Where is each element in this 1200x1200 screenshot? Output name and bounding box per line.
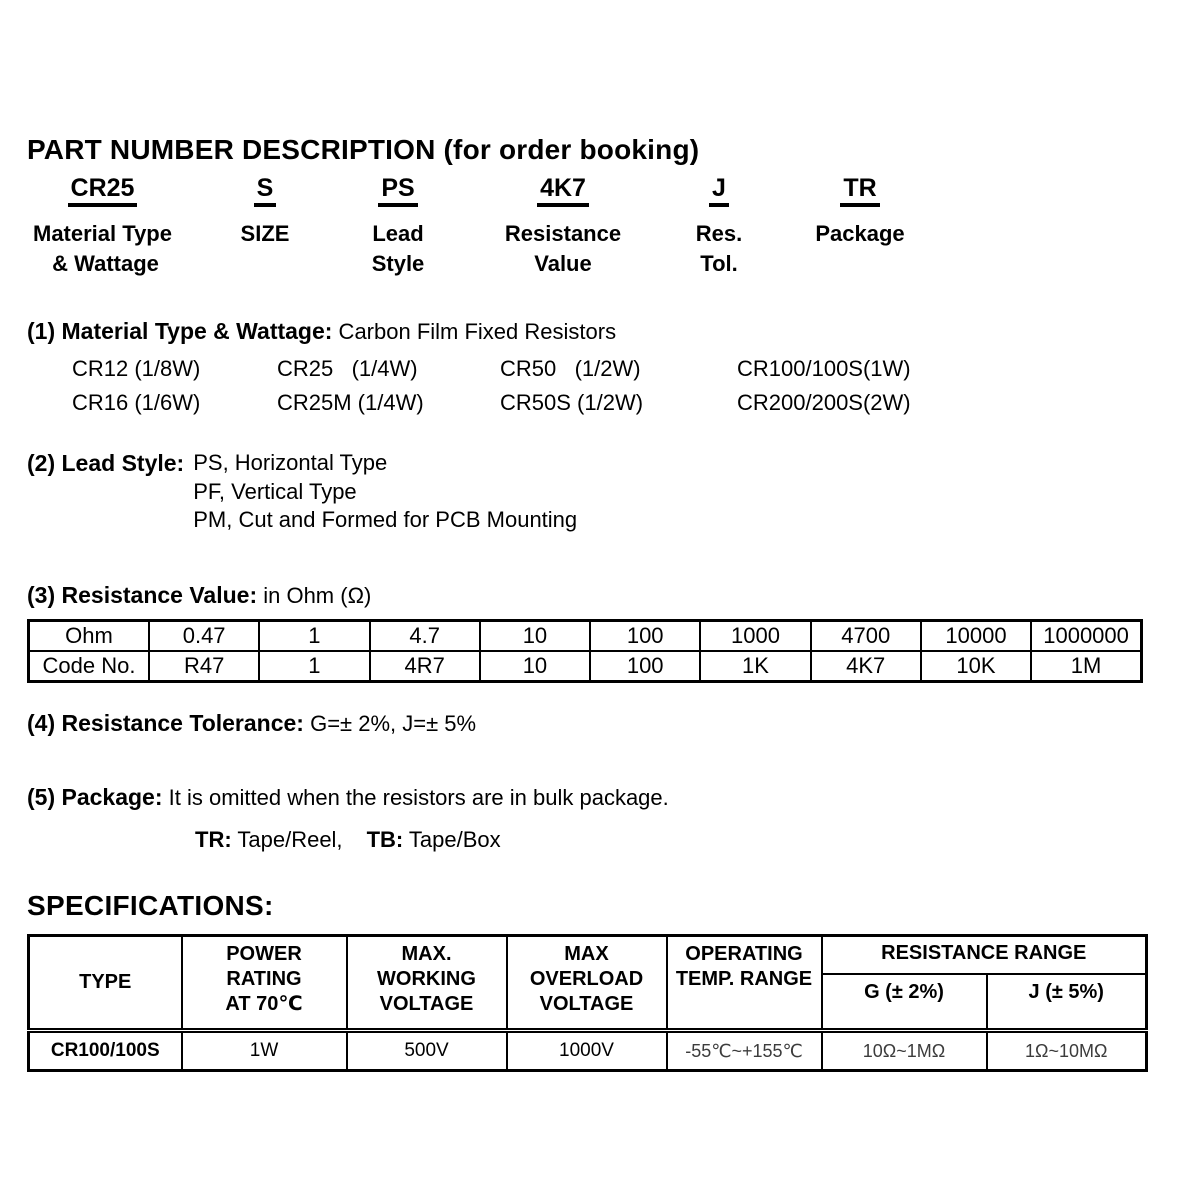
section-material-type	[27, 317, 911, 420]
section-resistance-heading-line	[27, 581, 1143, 610]
material-item: CR25 (1/4W)	[277, 356, 418, 381]
section-package-heading: (5) Package:	[27, 784, 163, 810]
pn-col-lead	[349, 175, 447, 207]
pn-code-resistance: 4K7	[537, 175, 589, 207]
section-material-heading: (1) Material Type & Wattage:	[27, 318, 333, 344]
section-lead-style	[27, 449, 577, 535]
section-resistance-subtitle: in Ohm (Ω)	[257, 583, 372, 608]
lead-style-option: PS, Horizontal Type	[193, 450, 388, 475]
spec-header-max-overload: MAX OVERLOAD VOLTAGE	[507, 936, 667, 1031]
lead-style-option: PM, Cut and Formed for PCB Mounting	[193, 507, 578, 532]
pn-label-material: Material Type & Wattage	[33, 221, 172, 276]
spec-max-overload-value: 1000V	[507, 1031, 667, 1071]
part-number-code-row	[24, 175, 964, 207]
spec-g-range-value: 10Ω~1MΩ	[822, 1031, 987, 1071]
code-value: 100	[590, 651, 700, 682]
package-note: It is omitted when the resistors are in bulk package.	[162, 785, 669, 810]
material-item: CR12 (1/8W)	[72, 356, 201, 381]
ohm-row	[29, 621, 1142, 652]
pn-label-size: SIZE	[240, 221, 290, 246]
code-value: 1M	[1031, 651, 1141, 682]
section-resistance-tolerance	[27, 709, 476, 738]
pn-col-size	[181, 175, 349, 207]
spec-j-range-value: 1Ω~10MΩ	[987, 1031, 1147, 1071]
pn-col-package	[759, 175, 961, 207]
ohm-value: 1000000	[1031, 621, 1141, 652]
section-resistance-heading: (3) Resistance Value:	[27, 582, 258, 608]
package-tb-value: Tape/Box	[403, 827, 501, 852]
section-package-heading-line	[27, 783, 669, 812]
ohm-value: 4700	[811, 621, 921, 652]
lead-style-option: PF, Vertical Type	[193, 478, 357, 504]
pn-col-material	[24, 175, 181, 207]
lead-style-options	[193, 449, 577, 535]
pn-label-tolerance: Res. Tol.	[695, 221, 743, 276]
pn-col-resistance	[447, 175, 679, 207]
pn-code-tolerance: J	[709, 175, 729, 207]
ohm-row-header: Ohm	[29, 621, 150, 652]
spec-header-max-working: MAX. WORKING VOLTAGE	[347, 936, 507, 1031]
specifications-title: SPECIFICATIONS:	[27, 890, 274, 921]
material-item: CR25M (1/4W)	[277, 390, 424, 415]
spec-header-resistance-range: RESISTANCE RANGE	[822, 936, 1147, 975]
material-item: CR200/200S(2W)	[737, 390, 911, 415]
spec-type-value: CR100/100S	[29, 1031, 182, 1071]
package-tr-value: Tape/Reel,	[231, 827, 343, 852]
pn-label-resistance: Resistance Value	[504, 221, 622, 276]
package-options-line	[27, 826, 669, 854]
ohm-value: 1	[259, 621, 369, 652]
material-item: CR16 (1/6W)	[72, 390, 201, 415]
material-item: CR50 (1/2W)	[500, 356, 641, 381]
spec-header-j-tolerance: J (± 5%)	[987, 974, 1147, 1031]
pn-code-lead: PS	[378, 175, 417, 207]
spec-max-working-value: 500V	[347, 1031, 507, 1071]
spec-header-power: POWER RATING AT 70℃	[182, 936, 347, 1031]
code-value: 4R7	[370, 651, 480, 682]
package-tb-label: TB:	[366, 827, 404, 852]
code-value: 10	[480, 651, 590, 682]
ohm-value: 4.7	[370, 621, 480, 652]
spec-header-operating-temp: OPERATING TEMP. RANGE	[667, 936, 822, 1031]
pn-col-tolerance	[679, 175, 759, 207]
pn-label-lead: Lead Style	[371, 221, 425, 276]
ohm-value: 10000	[921, 621, 1031, 652]
specifications-table	[27, 934, 1148, 1072]
code-value: 1K	[700, 651, 810, 682]
spec-header-g-tolerance: G (± 2%)	[822, 974, 987, 1031]
section-material-heading-line	[27, 317, 911, 346]
spec-power-value: 1W	[182, 1031, 347, 1071]
section-resistance-value	[27, 581, 1143, 683]
section-package	[27, 783, 669, 854]
material-item: CR50S (1/2W)	[500, 390, 644, 415]
spec-operating-temp-value: -55℃~+155℃	[667, 1031, 822, 1071]
code-value: 10K	[921, 651, 1031, 682]
section-lead-heading: (2) Lead Style:	[27, 450, 185, 476]
package-tr-label: TR:	[195, 827, 232, 852]
pn-code-size: S	[254, 175, 277, 207]
pn-code-package: TR	[840, 175, 879, 207]
code-value: 1	[259, 651, 369, 682]
resistance-code-table	[27, 619, 1143, 683]
ohm-value: 0.47	[149, 621, 259, 652]
tolerance-value: G=± 2%, J=± 5%	[303, 711, 477, 736]
code-value: 4K7	[811, 651, 921, 682]
spec-header-row-1	[29, 936, 1147, 975]
ohm-value: 1000	[700, 621, 810, 652]
pn-code-material: CR25	[68, 175, 138, 207]
code-row	[29, 651, 1142, 682]
part-number-label-row	[24, 219, 964, 279]
material-row-1	[72, 352, 911, 420]
code-row-header: Code No.	[29, 651, 150, 682]
section-tolerance-heading: (4) Resistance Tolerance:	[27, 710, 304, 736]
ohm-value: 10	[480, 621, 590, 652]
spec-header-type: TYPE	[29, 936, 182, 1031]
material-item: CR100/100S(1W)	[737, 356, 911, 381]
spec-data-row	[29, 1031, 1147, 1071]
page-title: PART NUMBER DESCRIPTION (for order booking)	[27, 134, 700, 165]
pn-label-package: Package	[815, 221, 905, 246]
code-value: R47	[149, 651, 259, 682]
ohm-value: 100	[590, 621, 700, 652]
section-material-subtitle: Carbon Film Fixed Resistors	[332, 319, 617, 344]
